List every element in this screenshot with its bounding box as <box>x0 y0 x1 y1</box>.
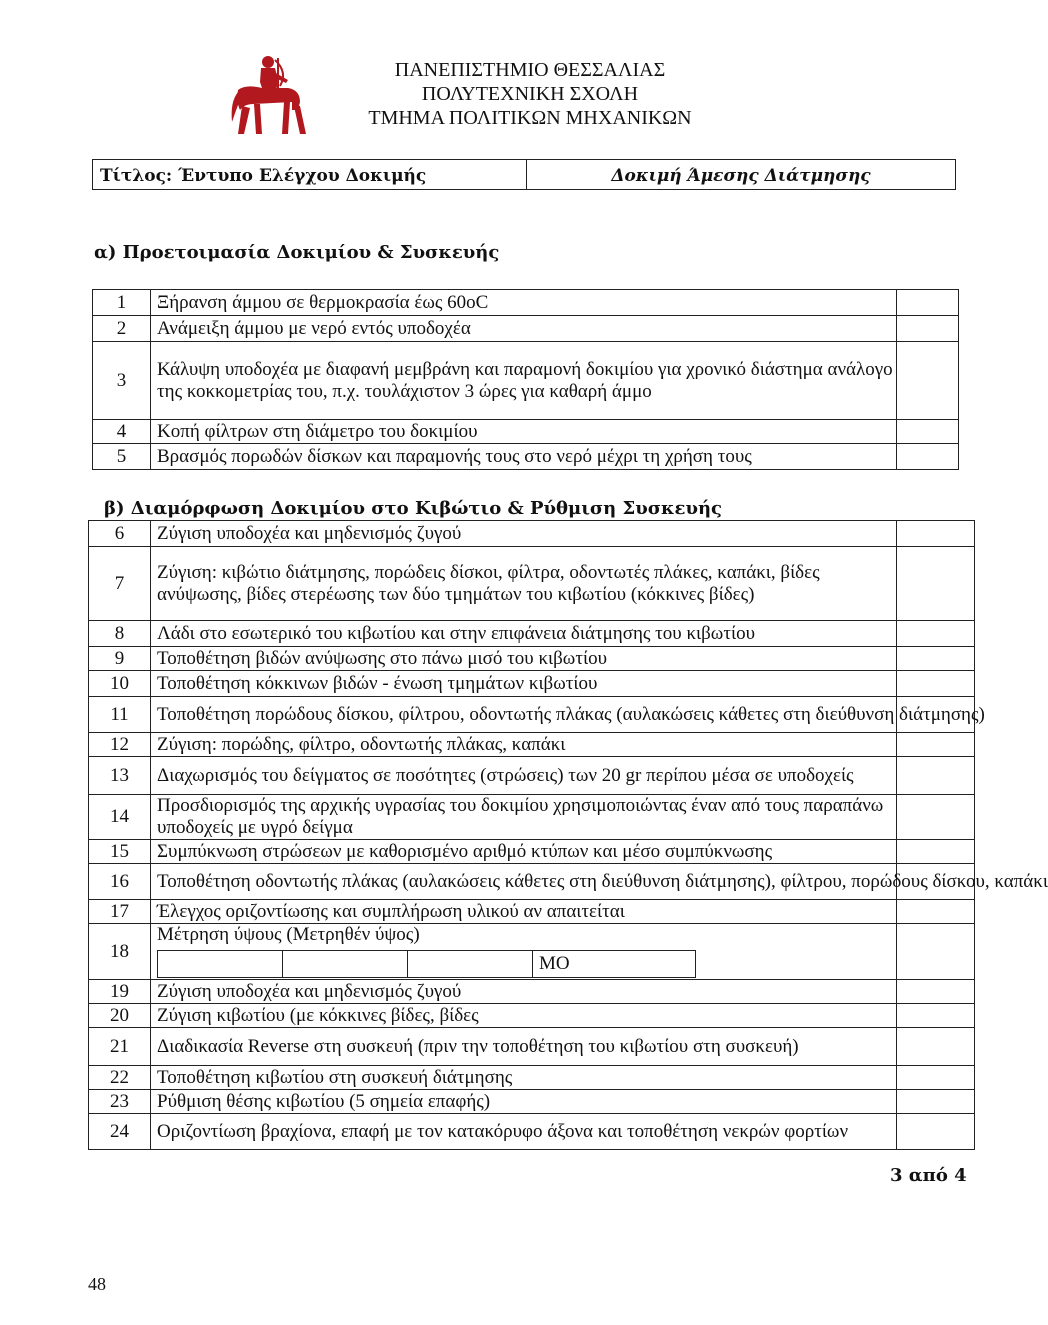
check-cell[interactable] <box>897 647 975 671</box>
check-cell[interactable] <box>897 1066 975 1090</box>
step-number: 11 <box>89 697 151 733</box>
step-text: Ζύγιση υποδοχέα και μηδενισμός ζυγού <box>157 522 462 544</box>
step-description <box>151 521 897 547</box>
school-name: ΠΟΛΥΤΕΧΝΙΚΗ ΣΧΟΛΗ <box>421 83 639 105</box>
step-text: Ζύγιση κιβωτίου (με κόκκινες βίδες, βίδες <box>157 1004 479 1026</box>
step-text: Έλεγχος οριζοντίωσης και συμπλήρωση υλικού αν απαιτείται <box>157 900 625 922</box>
step-description <box>151 980 897 1004</box>
step-text: Κάλυψη υποδοχέα με διαφανή μεμβράνη και παραμονή δοκιμίου για χρονικό διάστημα ανάλογο της κοκκομετρίας του, π.χ. τουλάχιστον 3 ώρες για καθαρή άμμο <box>157 358 893 402</box>
step-description <box>151 900 897 924</box>
checklist-row <box>89 840 975 864</box>
step-number: 2 <box>93 316 151 342</box>
checklist-row <box>89 1114 975 1150</box>
step-number: 19 <box>89 980 151 1004</box>
step-text: Τοποθέτηση βιδών ανύψωσης στο πάνω μισό του κιβωτίου <box>157 647 607 669</box>
step-text: Ζύγιση υποδοχέα και μηδενισμός ζυγού <box>157 980 462 1002</box>
check-cell[interactable] <box>897 757 975 795</box>
step-text: Διαδικασία Reverse στη συσκευή (πριν την τοποθέτηση του κιβωτίου στη συσκευή) <box>157 1035 799 1057</box>
step-number: 9 <box>89 647 151 671</box>
step-text: Διαχωρισμός του δείγματος σε ποσότητες (στρώσεις) των 20 gr περίπου μέσα σε υποδοχείς <box>157 764 854 786</box>
step-number: 21 <box>89 1028 151 1066</box>
step-text: Τοποθέτηση πορώδους δίσκου, φίλτρου, οδοντωτής πλάκας (αυλακώσεις κάθετες στη διεύθυνση διάτμησης) <box>157 703 985 725</box>
step-number: 24 <box>89 1114 151 1150</box>
check-cell[interactable] <box>897 1114 975 1150</box>
step-number: 17 <box>89 900 151 924</box>
step-text: Ζύγιση: κιβώτιο διάτμησης, πορώδεις δίσκοι, φίλτρα, οδοντωτές πλάκες, καπάκι, βίδες ανύψωσης, βίδες στερέωσης των δύο τμημάτων του κιβωτίου (κόκκινες βίδες) <box>157 561 820 605</box>
check-cell[interactable] <box>897 316 959 342</box>
page-of-count: 3 από 4 <box>890 1165 967 1186</box>
step-text: Βρασμός πορωδών δίσκων και παραμονής τους στο νερό μέχρι τη χρήση τους <box>157 445 752 467</box>
checklist-row <box>89 980 975 1004</box>
check-cell[interactable] <box>897 924 975 980</box>
checklist-row <box>89 1028 975 1066</box>
step-description <box>151 444 897 470</box>
step-number: 22 <box>89 1066 151 1090</box>
check-cell[interactable] <box>897 1004 975 1028</box>
checklist-row <box>89 733 975 757</box>
department-name: ΤΜΗΜΑ ΠΟΛΙΤΙΚΩΝ ΜΗΧΑΝΙΚΩΝ <box>368 107 692 129</box>
checklist-row <box>89 757 975 795</box>
step-description <box>151 316 897 342</box>
step-text: Μέτρηση ύψους (Μετρηθέν ύψος) <box>157 924 420 945</box>
step-text: Κοπή φίλτρων στη διάμετρο του δοκιμίου <box>157 420 478 442</box>
checklist-row <box>89 671 975 697</box>
step-description <box>151 671 897 697</box>
step-description <box>151 840 897 864</box>
step-text: Ρύθμιση θέσης κιβωτίου (5 σημεία επαφής) <box>157 1090 491 1112</box>
checklist-row <box>89 621 975 647</box>
step-description <box>151 290 897 316</box>
checklist-row <box>89 697 975 733</box>
check-cell[interactable] <box>897 900 975 924</box>
step-number: 3 <box>93 342 151 420</box>
check-cell[interactable] <box>897 420 959 444</box>
section-b-heading: β) Διαμόρφωση Δοκιμίου στο Κιβώτιο & Ρύθμιση Συσκευής <box>104 498 722 519</box>
step-number: 6 <box>89 521 151 547</box>
step-number: 1 <box>93 290 151 316</box>
step-number: 10 <box>89 671 151 697</box>
step-number: 13 <box>89 757 151 795</box>
checklist-row <box>93 444 959 470</box>
step-number: 20 <box>89 1004 151 1028</box>
step-description <box>151 757 897 795</box>
step-number: 15 <box>89 840 151 864</box>
checklist-row <box>89 1066 975 1090</box>
check-cell[interactable] <box>897 1090 975 1114</box>
checklist-row <box>89 521 975 547</box>
step-number: 16 <box>89 864 151 900</box>
step-number: 14 <box>89 795 151 840</box>
step-number: 12 <box>89 733 151 757</box>
checklist-row <box>93 290 959 316</box>
step-number: 5 <box>93 444 151 470</box>
step-description <box>151 547 897 621</box>
step-number: 18 <box>89 924 151 980</box>
step-text: Ζύγιση: πορώδης, φίλτρο, οδοντωτής πλάκας, καπάκι <box>157 733 566 755</box>
step-description <box>151 1028 897 1066</box>
check-cell[interactable] <box>897 671 975 697</box>
step-number: 8 <box>89 621 151 647</box>
height-measurement-field[interactable] <box>158 951 283 978</box>
step-description <box>151 697 985 733</box>
mean-label: ΜΟ <box>533 951 696 978</box>
step-description <box>151 864 1048 900</box>
checklist-row <box>89 900 975 924</box>
step-description <box>151 795 897 840</box>
checklist-row <box>93 342 959 420</box>
step-description <box>151 1090 897 1114</box>
checklist-row <box>89 864 975 900</box>
step-description <box>151 733 897 757</box>
university-logo <box>228 50 312 136</box>
step-text: Τοποθέτηση κόκκινων βιδών - ένωση τμημάτων κιβωτίου <box>157 672 598 694</box>
step-description <box>151 420 897 444</box>
check-cell[interactable] <box>897 733 975 757</box>
step-text: Οριζοντίωση βραχίονα, επαφή με τον κατακόρυφο άξονα και τοποθέτηση νεκρών φορτίων <box>157 1120 849 1142</box>
step-text: Τοποθέτηση οδοντωτής πλάκας (αυλακώσεις κάθετες στη διεύθυνση διάτμησης), φίλτρου, πορώδους δίσκου, καπάκι <box>157 870 1048 892</box>
step-description <box>151 621 897 647</box>
check-cell[interactable] <box>897 521 975 547</box>
step-text: Ξήρανση άμμου σε θερμοκρασία έως 60oC <box>157 291 489 313</box>
step-description <box>151 1066 897 1090</box>
check-cell[interactable] <box>897 840 975 864</box>
check-cell[interactable] <box>897 547 975 621</box>
step-number: 23 <box>89 1090 151 1114</box>
section-a-heading: α) Προετοιμασία Δοκιμίου & Συσκευής <box>94 242 500 263</box>
check-cell[interactable] <box>897 1028 975 1066</box>
checklist-row <box>89 1090 975 1114</box>
step-description <box>151 924 897 980</box>
checklist-row <box>93 420 959 444</box>
step-text: Λάδι στο εσωτερικό του κιβωτίου και στην επιφάνεια διάτμησης του κιβωτίου <box>157 622 755 644</box>
step-text: Ανάμειξη άμμου με νερό εντός υποδοχέα <box>157 317 471 339</box>
height-measurement-grid <box>157 950 696 978</box>
step-text: Προσδιορισμός της αρχικής υγρασίας του δοκιμίου χρησιμοποιώντας έναν από τους παραπάνω υποδοχείς με υγρό δείγμα <box>157 795 884 838</box>
check-cell[interactable] <box>897 290 959 316</box>
preparation-checklist <box>92 289 959 470</box>
height-measurement-field[interactable] <box>408 951 533 978</box>
test-name: Δοκιμή Άμεσης Διάτμησης <box>611 166 871 186</box>
checklist-row <box>89 647 975 671</box>
title-box <box>92 159 956 190</box>
check-cell[interactable] <box>897 444 959 470</box>
setup-checklist <box>88 520 1048 1150</box>
checklist-row <box>89 1004 975 1028</box>
height-measurement-field[interactable] <box>283 951 408 978</box>
step-number: 4 <box>93 420 151 444</box>
university-name: ΠΑΝΕΠΙΣΤΗΜΙΟ ΘΕΣΣΑΛΙΑΣ <box>394 59 666 81</box>
checklist-row <box>93 316 959 342</box>
step-description <box>151 1004 897 1028</box>
institution-header <box>330 58 730 130</box>
step-text: Τοποθέτηση κιβωτίου στη συσκευή διάτμησης <box>157 1066 513 1088</box>
step-description <box>151 647 897 671</box>
step-description <box>151 342 897 420</box>
check-cell[interactable] <box>897 795 975 840</box>
document-title: Τίτλος: Έντυπο Ελέγχου Δοκιμής <box>93 160 527 189</box>
step-text: Συμπύκνωση στρώσεων με καθορισμένο αριθμό κτύπων και μέσο συμπύκνωσης <box>157 840 773 862</box>
check-cell[interactable] <box>897 621 975 647</box>
checklist-row <box>89 795 975 840</box>
check-cell[interactable] <box>897 980 975 1004</box>
page-number: 48 <box>88 1274 106 1294</box>
checklist-row <box>89 924 975 980</box>
step-number: 7 <box>89 547 151 621</box>
checklist-row <box>89 547 975 621</box>
check-cell[interactable] <box>897 342 959 420</box>
step-description <box>151 1114 897 1150</box>
